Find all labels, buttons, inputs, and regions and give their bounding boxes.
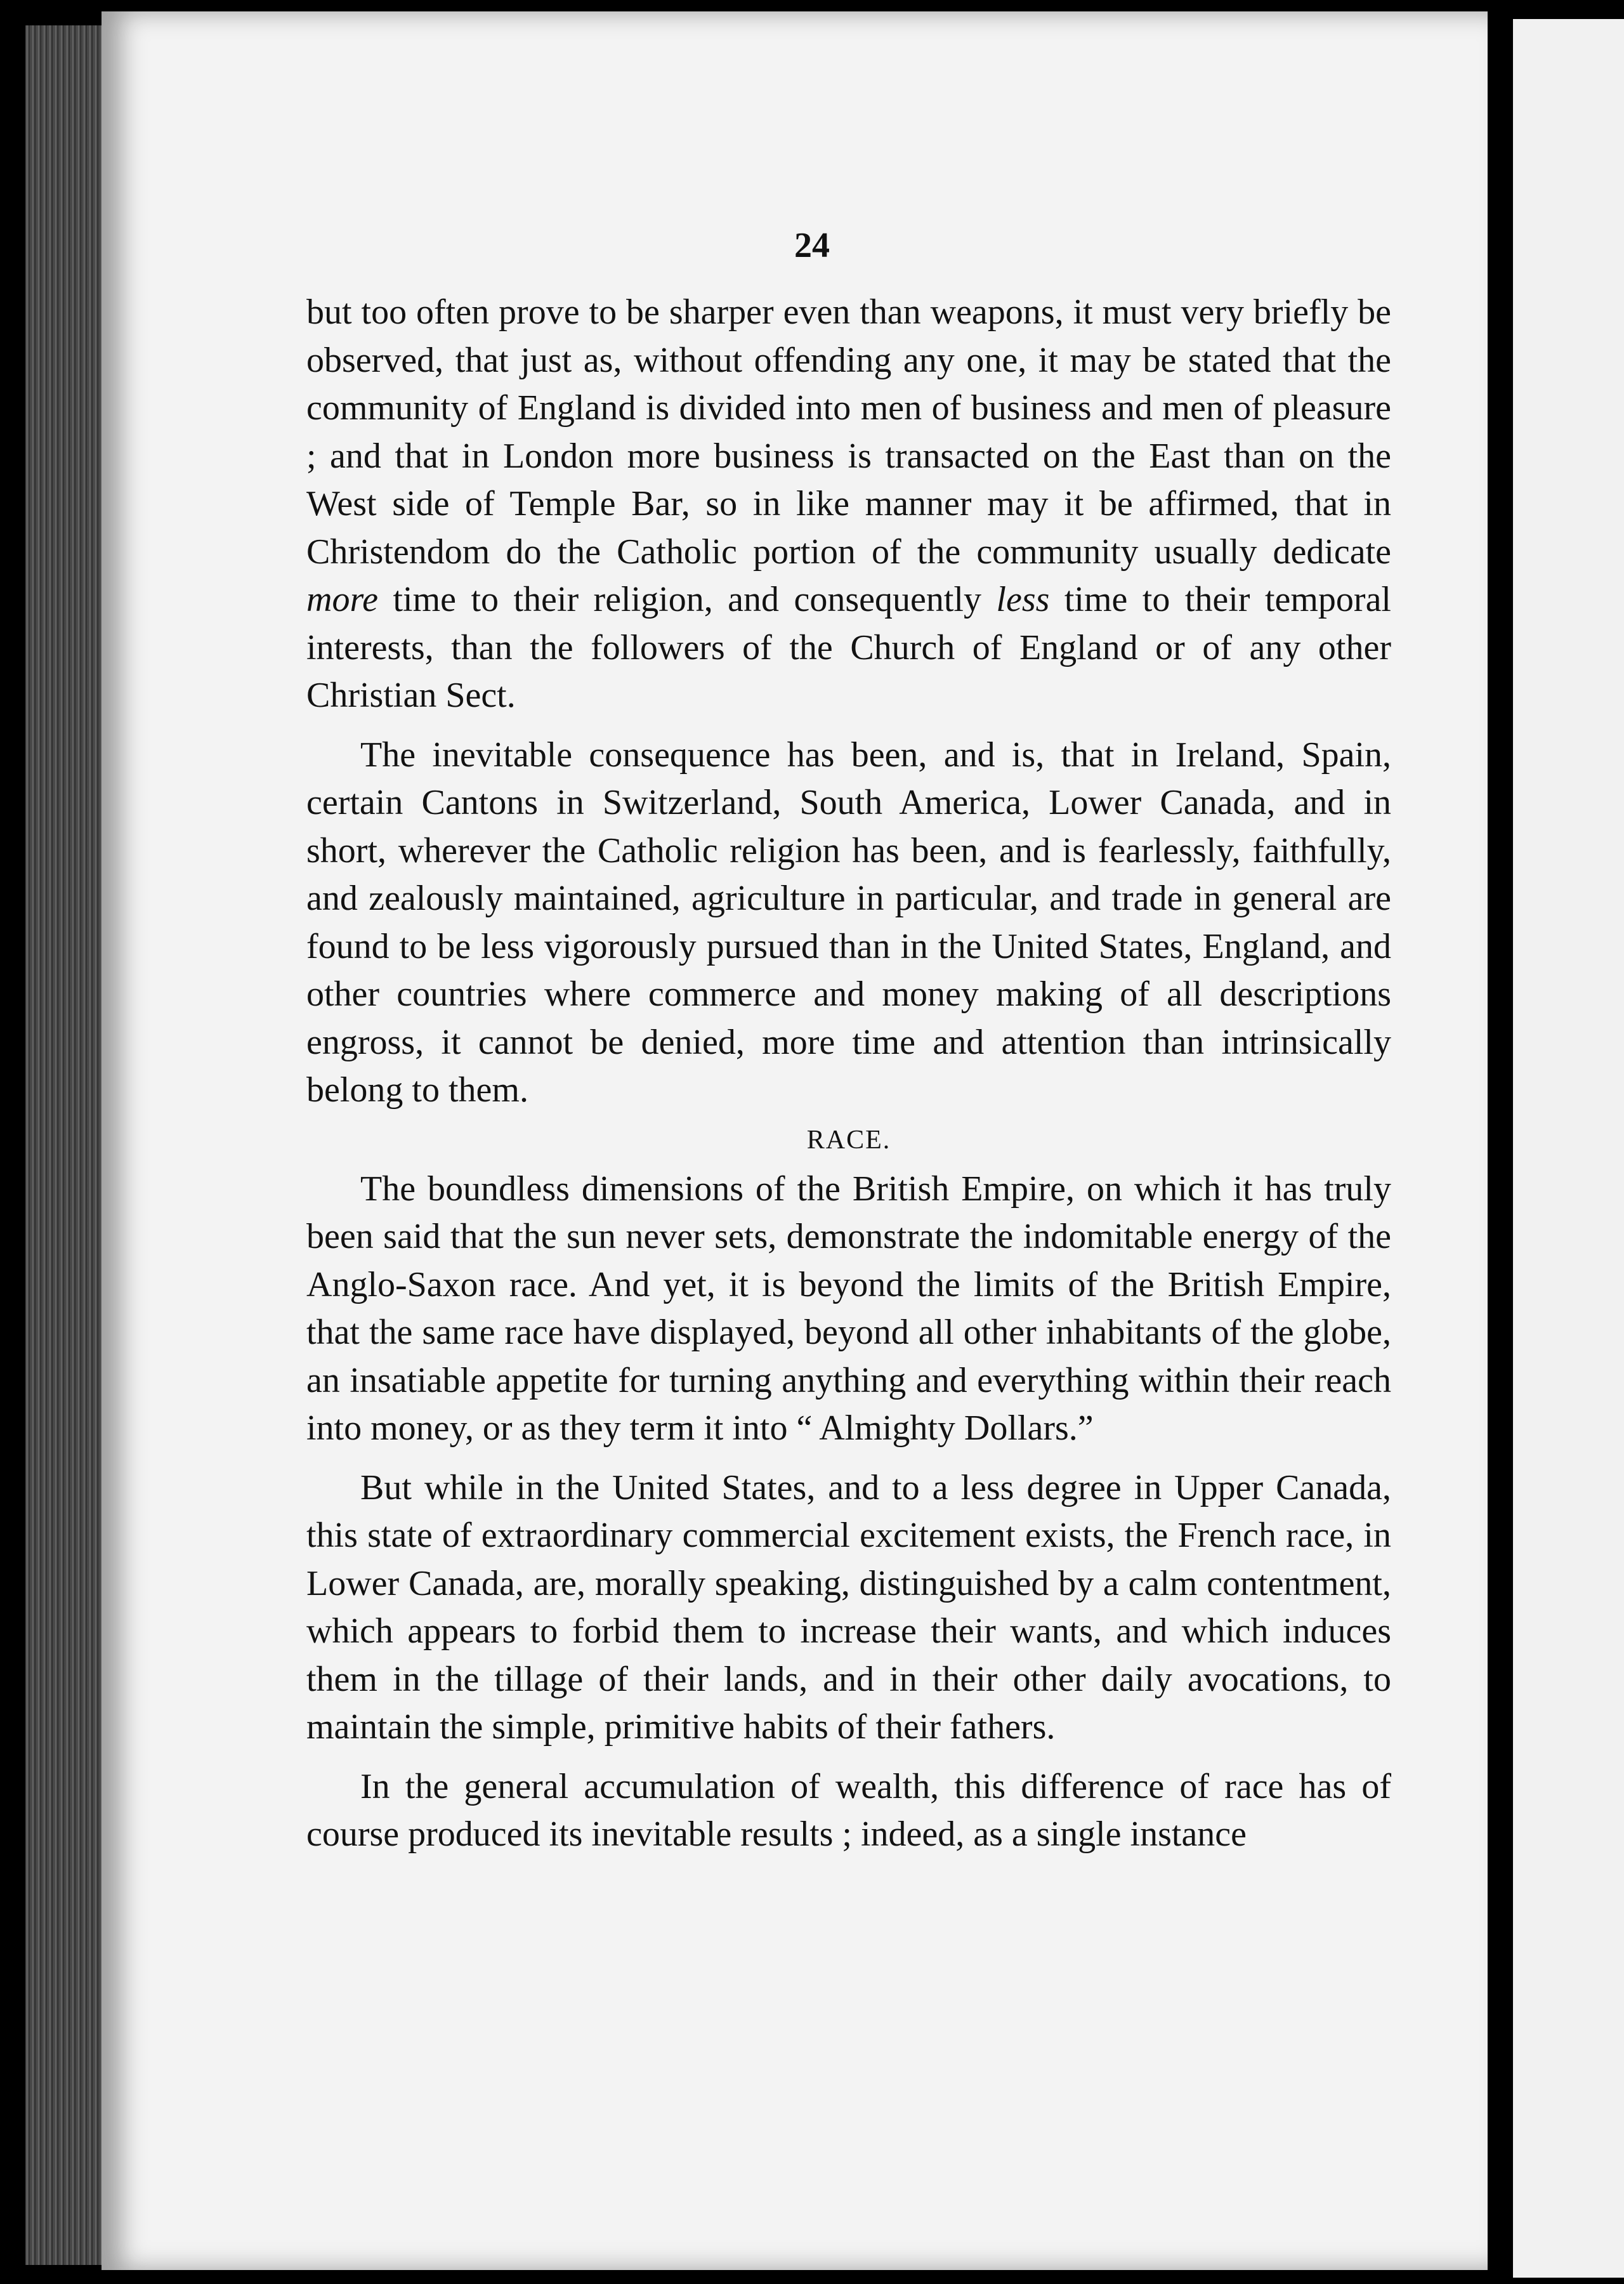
section-heading: RACE.: [806, 1125, 891, 1155]
page-number: 24: [794, 226, 830, 265]
paragraph-race-1: The boundless dimensions of the British Empire, on which it has truly been said that the sun never sets, demonstrate the indomitable energy of the Anglo-Saxon race. And yet, it is beyond the limits of the British Empire, that the same race have displayed, beyond all other inhabitants of the globe, an insatiable appetite for turning anything and everything within their reach into money, or as they term it into “ Almighty Dollars.”: [306, 1169, 1391, 1448]
paragraph-consequence: The inevitable consequence has been, and is, that in Ireland, Spain, certain Cantons in Switzerland, South America, Lower Canada, and in short, wherever the Catholic religion has been, and is fearlessly, faithfully, and zealously maintained, agriculture in particular, and trade in general are found to be less vigorously pursued than in the United States, England, and other countries where commerce and money making of all descriptions engross, it cannot be denied, more time and attention than intrinsically belong to them.: [306, 735, 1391, 1110]
body-text: [306, 289, 1391, 1859]
paragraph-text: time to their temporal interests, than the followers of the Church of England or of any other Christian Sect.: [306, 580, 1391, 715]
paragraph-text: time to their religion, and consequently: [378, 580, 997, 619]
paragraph-continuation: [306, 289, 1391, 720]
paragraph-race-2: But while in the United States, and to a less degree in Upper Canada, this state of extraordinary commercial excitement exists, the French race, in Lower Canada, are, morally speaking, distinguished by a calm contentment, which appears to forbid them to increase their wants, and which induces them in the tillage of their lands, and in their other daily avocations, to maintain the simple, primitive habits of their fathers.: [306, 1467, 1391, 1747]
emphasis-more: more: [306, 580, 379, 619]
page-gutter: [1488, 0, 1513, 2284]
paragraph-race-3: In the general accumulation of wealth, this difference of race has of course produced its inevitable results ; indeed, as a single instance: [306, 1766, 1391, 1854]
paragraph-text: but too often prove to be sharper even than weapons, it must very briefly be observed, that just as, without offending any one, it may be stated that the community of England is divided into men of business and men of pleasure ; and that in London more business is transacted on the East than on the West side of Temple Bar, so in like manner may it be affirmed, that in Christendom do the Catholic portion of the community usually dedicate: [306, 292, 1391, 572]
emphasis-less: less: [996, 580, 1050, 619]
facing-page-edge: [1513, 19, 1624, 2278]
